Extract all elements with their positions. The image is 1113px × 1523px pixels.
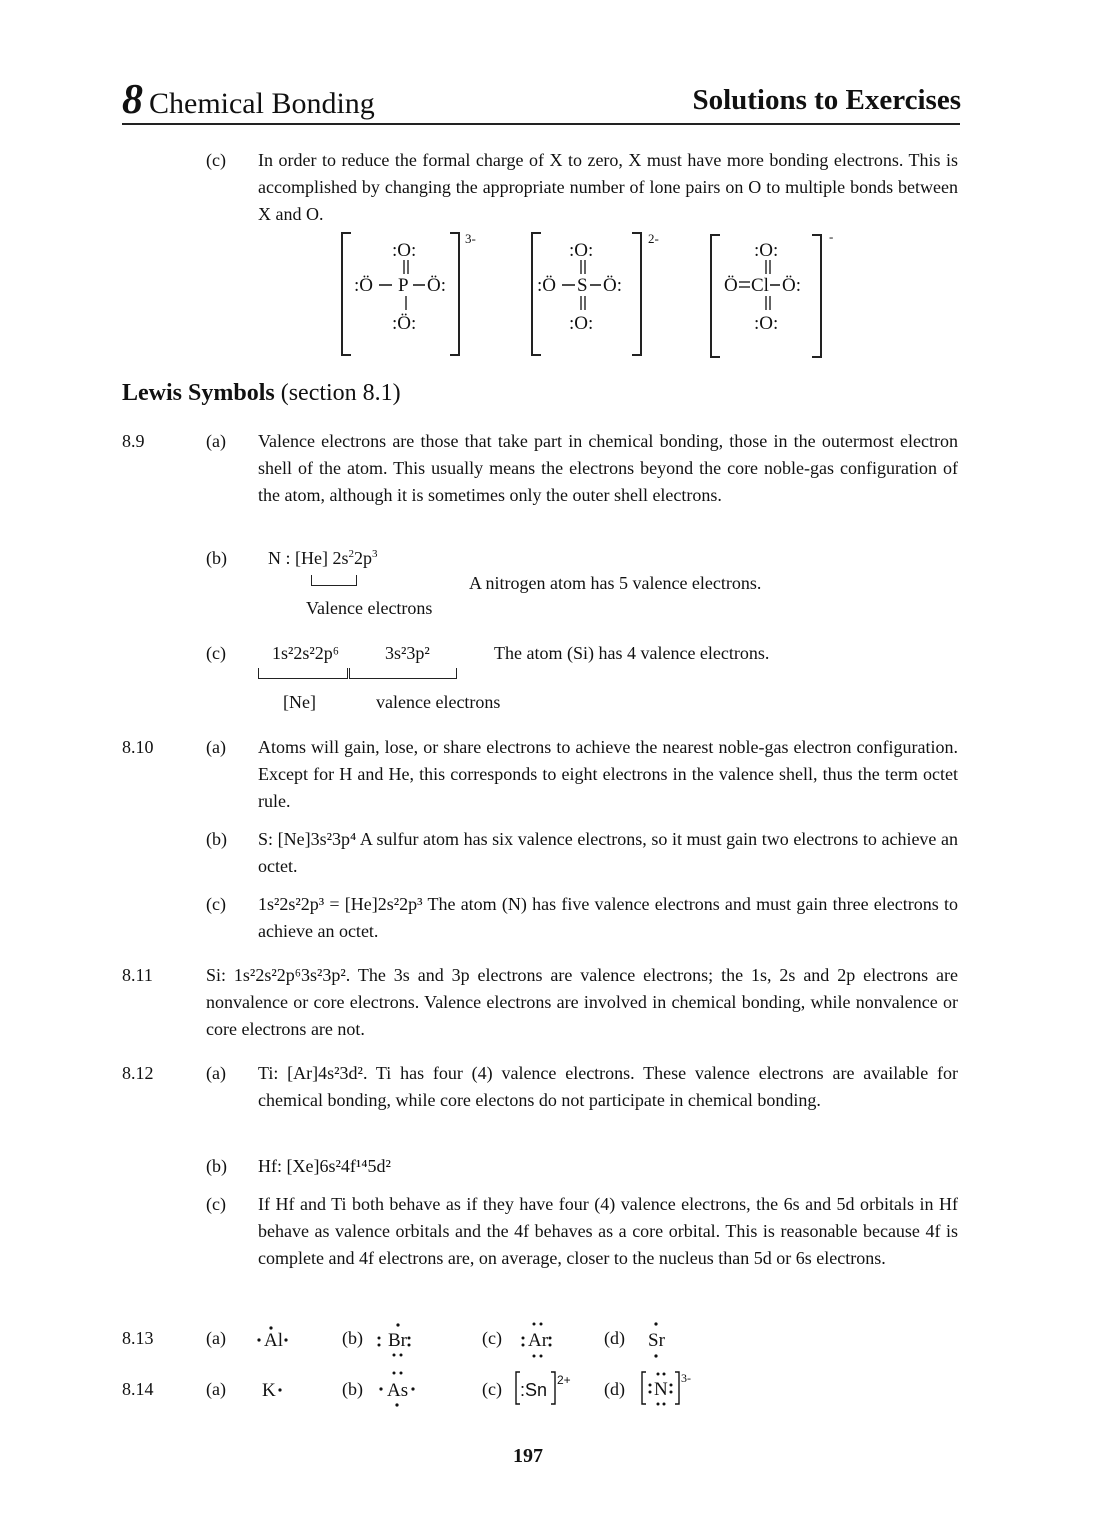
- exercise-number: 8.9: [122, 431, 145, 451]
- svg-text:K: K: [262, 1380, 276, 1401]
- part-label: (b): [206, 829, 227, 849]
- charge-label: -: [829, 229, 834, 244]
- part-label: (a): [206, 1328, 226, 1348]
- svg-text::O:: :O:: [569, 240, 594, 261]
- svg-text:Ö:: Ö:: [603, 275, 622, 296]
- answer-text: Hf: [Xe]6s²4f¹⁴5d²: [258, 1156, 391, 1176]
- svg-text:As: As: [387, 1380, 409, 1401]
- answer-text: If Hf and Ti both behave as if they have four (4) valence electrons, the 6s and 5d orbitals in Hf behave as valence orbitals and the 4f behaves as a core orbital. This is reasonable because 4f is complete and 4f electrons are, on average, closer to the nucleus than 5d or 6s electrons.: [258, 1194, 958, 1268]
- answer-text: Atoms will gain, lose, or share electrons to achieve the nearest noble-gas electron configuration. Except for H and He, this corresponds to eight electrons in the valence shell, thus the term octet rule.: [258, 737, 958, 811]
- exercise-number: 8.12: [122, 1063, 154, 1083]
- core-config: 1s²2s²2p⁶: [272, 643, 340, 663]
- sulfate-structure: [537, 236, 647, 346]
- part-label: (b): [342, 1379, 363, 1399]
- chapter-title: Chemical Bonding: [149, 87, 375, 120]
- charge-label: 2-: [648, 231, 659, 246]
- exercise-number: 8.14: [122, 1379, 154, 1399]
- answer-text: S: [Ne]3s²3p⁴ A sulfur atom has six valence electrons, so it must gain two electrons to achieve an octet.: [258, 829, 958, 876]
- config-sup: 2: [348, 548, 354, 560]
- answer-text: 1s²2s²2p³ = [He]2s²2p³ The atom (N) has five valence electrons and must gain three electrons to achieve an octet.: [258, 894, 958, 941]
- lewis-symbol-k: [262, 1376, 302, 1412]
- lewis-symbol-br: [376, 1320, 426, 1366]
- part-label: (b): [206, 1156, 227, 1176]
- intro-text: In order to reduce the formal charge of X to zero, X must have more bonding electrons. This is accomplished by changing the appropriate number of lone pairs on O to multiple bonds between X and O.: [258, 150, 958, 224]
- svg-text:Al: Al: [264, 1330, 283, 1351]
- svg-text:N: N: [654, 1379, 668, 1400]
- lewis-symbol-n-ion: [640, 1366, 720, 1416]
- underline-label: Valence electrons: [306, 598, 433, 618]
- svg-text:Ö:: Ö:: [427, 275, 446, 296]
- answer-note: A nitrogen atom has 5 valence electrons.: [469, 573, 762, 593]
- lewis-symbol-al: [256, 1325, 306, 1365]
- svg-text::O:: :O:: [754, 240, 779, 261]
- answer-text: Si: 1s²2s²2p⁶3s²3p². The 3s and 3p electrons are valence electrons; the 1s, 2s and 2p electrons are nonvalence or core electrons. Valence electrons are involved in chemical bonding, while nonvalence or core electrons are not.: [206, 965, 958, 1039]
- svg-text:3-: 3-: [681, 1371, 691, 1385]
- svg-text::Ö: :Ö: [537, 275, 556, 296]
- svg-text:P: P: [398, 275, 409, 296]
- part-label: (c): [206, 894, 226, 914]
- svg-text:Ö: Ö: [724, 275, 738, 296]
- lewis-symbol-as: [378, 1367, 428, 1417]
- answer-note: The atom (Si) has 4 valence electrons.: [494, 643, 770, 663]
- answer-text: Valence electrons are those that take part in chemical bonding, those in the outermost electron shell of the atom. This usually means the electrons beyond the core noble-gas configuration of the atom, although it is sometimes only the outer shell electrons.: [258, 431, 958, 505]
- section-title-rest: (section 8.1): [274, 380, 401, 406]
- lewis-symbol-sr: [648, 1318, 688, 1366]
- svg-text:Cl: Cl: [751, 275, 769, 296]
- exercise-number: 8.11: [122, 965, 153, 985]
- valence-label: valence electrons: [376, 692, 501, 712]
- answer-text: Ti: [Ar]4s²3d². Ti has four (4) valence electrons. These valence electrons are available for chemical bonding, while core electons do not participate in chemical bonding.: [258, 1063, 958, 1110]
- part-label: (a): [206, 1379, 226, 1399]
- perchlorate-structure: [724, 236, 834, 346]
- part-label: (c): [206, 643, 226, 663]
- svg-text:Br: Br: [388, 1330, 407, 1351]
- section-title-bold: Lewis Symbols: [122, 380, 275, 406]
- part-label: (b): [206, 548, 227, 568]
- valence-config: 3s²3p²: [385, 643, 430, 663]
- part-label: (c): [482, 1328, 502, 1348]
- svg-text:2+: 2+: [557, 1373, 571, 1387]
- part-label: (a): [206, 1063, 226, 1083]
- left-bracket: [710, 234, 720, 358]
- lewis-symbol-ar: [520, 1318, 570, 1366]
- config-base: N : [He] 2s: [268, 548, 349, 568]
- page-number: 197: [513, 1445, 543, 1467]
- svg-text::O:: :O:: [392, 240, 417, 261]
- config-mid: 2p: [353, 548, 372, 568]
- svg-text:S: S: [577, 275, 588, 296]
- svg-text:Ö:: Ö:: [782, 275, 801, 296]
- part-label: (b): [342, 1328, 363, 1348]
- valence-underline: [349, 668, 457, 679]
- header-rule: [122, 123, 960, 125]
- svg-text::Ö:: :Ö:: [392, 313, 417, 334]
- svg-text::O:: :O:: [754, 313, 779, 334]
- part-label: (a): [206, 737, 226, 757]
- intro-label: (c): [206, 150, 226, 170]
- chapter-number: 8: [122, 77, 143, 123]
- chapter-heading: [122, 76, 375, 124]
- svg-text::O:: :O:: [569, 313, 594, 334]
- charge-label: 3-: [465, 231, 476, 246]
- part-label: (a): [206, 431, 226, 451]
- svg-text::Ö: :Ö: [354, 275, 373, 296]
- part-label: (d): [604, 1379, 625, 1399]
- section-title: [122, 380, 401, 407]
- svg-text:Ar: Ar: [528, 1330, 549, 1351]
- core-label: [Ne]: [283, 692, 316, 712]
- bracket-underline: [311, 575, 357, 586]
- core-underline: [258, 668, 348, 679]
- svg-text::Sn: :Sn: [520, 1380, 548, 1400]
- svg-text:Sr: Sr: [648, 1330, 665, 1351]
- part-label: (d): [604, 1328, 625, 1348]
- phosphate-structure: [350, 236, 460, 346]
- lewis-symbol-sn-ion: [514, 1366, 584, 1416]
- part-label: (c): [482, 1379, 502, 1399]
- exercise-number: 8.13: [122, 1328, 154, 1348]
- exercise-number: 8.10: [122, 737, 154, 757]
- electron-config: [268, 545, 377, 572]
- part-label: (c): [206, 1194, 226, 1214]
- config-sup: 3: [371, 548, 378, 560]
- section-label: Solutions to Exercises: [692, 84, 961, 116]
